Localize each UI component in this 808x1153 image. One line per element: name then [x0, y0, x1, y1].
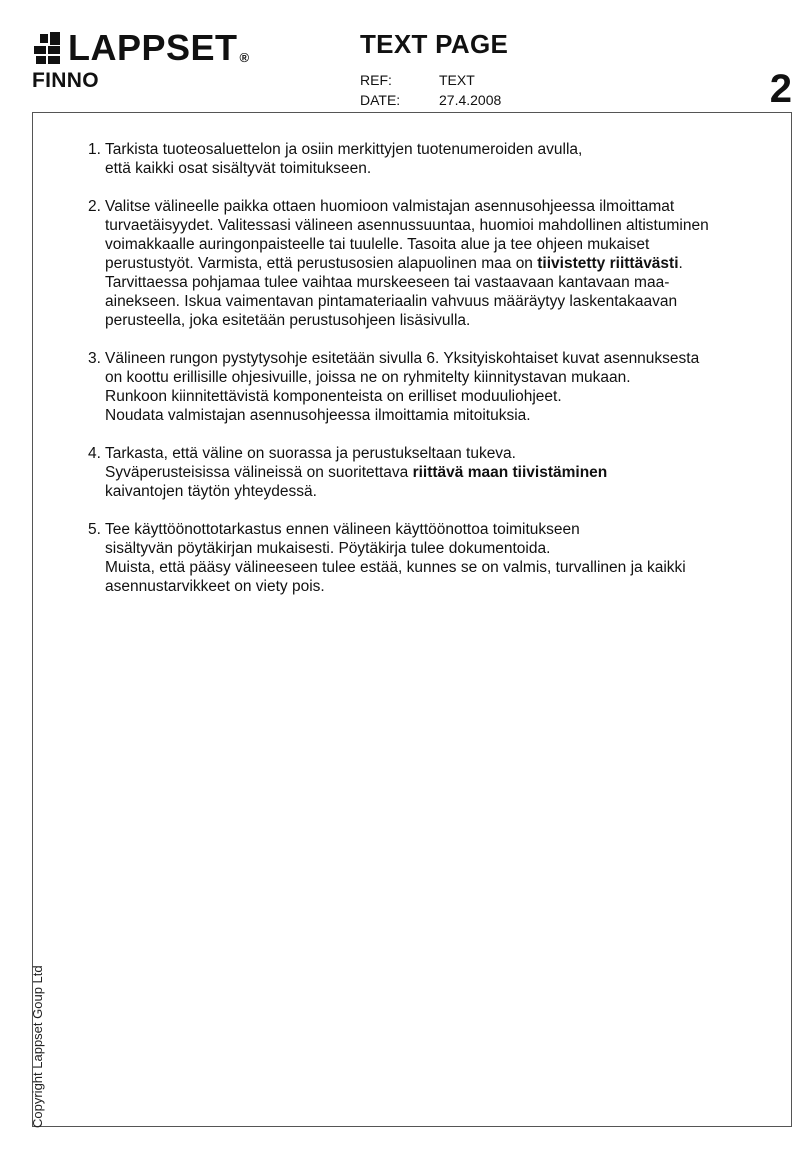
lappset-logo-icon — [32, 32, 62, 64]
text-segment: Tee käyttöönottotarkastus ennen välineen käyttöönottoa toimitukseen — [105, 521, 580, 538]
instruction-line — [105, 349, 768, 368]
text-segment: Tarkasta, että väline on suorassa ja perustukseltaan tukeva. — [105, 445, 516, 462]
brand-name: LAPPSET — [68, 27, 238, 68]
page-title: TEXT PAGE — [360, 29, 509, 59]
instruction-line — [105, 482, 768, 501]
text-segment: asennustarvikkeet on viety pois. — [105, 578, 325, 595]
instruction-text — [105, 520, 768, 596]
instruction-line — [105, 197, 768, 216]
text-segment: on koottu erillisille ohjesivuille, joissa ne on ryhmitelty kiinnitystavan mukaan. — [105, 369, 631, 386]
instruction-line — [105, 235, 768, 254]
instruction-line — [105, 140, 768, 159]
instruction-item — [88, 197, 768, 330]
instruction-text — [105, 197, 768, 330]
instruction-text — [105, 140, 768, 178]
instruction-line — [105, 539, 768, 558]
text-segment: Runkoon kiinnitettävistä komponenteista on erilliset moduuliohjeet. — [105, 388, 562, 405]
instruction-number: 2. — [88, 198, 101, 215]
ref-value: TEXT — [439, 72, 475, 88]
emphasis-text: riittävä maan tiivistäminen — [412, 464, 608, 481]
instruction-item — [88, 520, 768, 596]
text-segment: Tarkista tuoteosaluettelon ja osiin merkittyjen tuotenumeroiden avulla, — [105, 141, 583, 158]
brand-logo — [32, 27, 250, 68]
instruction-line — [105, 387, 768, 406]
instruction-number: 5. — [88, 521, 101, 538]
text-segment: Syväperusteisissa välineissä on suoritettava — [105, 464, 413, 481]
instruction-number: 3. — [88, 350, 101, 367]
instruction-line — [105, 216, 768, 235]
product-name: FINNO — [32, 69, 99, 92]
document-meta — [360, 70, 501, 110]
emphasis-text: tiivistetty riittävästi — [537, 255, 679, 272]
date-label: DATE: — [360, 92, 401, 108]
ref-label: REF: — [360, 72, 392, 88]
text-segment: kaivantojen täytön yhteydessä. — [105, 483, 317, 500]
text-segment: Noudata valmistajan asennusohjeessa ilmoittamia mitoituksia. — [105, 407, 531, 424]
text-segment: sisältyvän pöytäkirjan mukaisesti. Pöytäkirja tulee dokumentoida. — [105, 540, 551, 557]
instruction-line — [105, 292, 768, 311]
instruction-number: 1. — [88, 141, 101, 158]
instruction-line — [105, 558, 768, 577]
text-segment: . — [678, 255, 683, 272]
text-segment: ainekseen. Iskua vaimentavan pintamateriaalin vahvuus määräytyy laskentakaavan — [105, 293, 678, 310]
text-segment: perustustyöt. Varmista, että perustusosien alapuolinen maa on — [105, 255, 538, 272]
instruction-list — [88, 140, 768, 615]
date-value: 27.4.2008 — [439, 92, 502, 108]
instruction-item — [88, 349, 768, 425]
instruction-line — [105, 406, 768, 425]
instruction-line — [105, 368, 768, 387]
date-row — [360, 90, 501, 110]
registered-mark: ® — [239, 50, 250, 65]
instruction-text — [105, 444, 768, 501]
copyright-notice: Copyright Lappset Goup Ltd — [30, 965, 45, 1128]
text-segment: että kaikki osat sisältyvät toimitukseen. — [105, 160, 372, 177]
text-segment: turvaetäisyydet. Valitessasi välineen asennussuuntaa, huomioi mahdollinen altistuminen — [105, 217, 709, 234]
text-segment: voimakkaalle auringonpaisteelle tai tuulelle. Tasoita alue ja tee ohjeen mukaiset — [105, 236, 650, 253]
ref-row — [360, 70, 501, 90]
instruction-text — [105, 349, 768, 425]
instruction-line — [105, 273, 768, 292]
instruction-line — [105, 444, 768, 463]
instruction-item — [88, 140, 768, 178]
text-segment: Välineen rungon pystytysohje esitetään sivulla 6. Yksityiskohtaiset kuvat asennuksesta — [105, 350, 700, 367]
instruction-line — [105, 577, 768, 596]
text-segment: perusteella, joka esitetään perustusohjeen lisäsivulla. — [105, 312, 471, 329]
page-number: 2 — [769, 67, 792, 111]
instruction-line — [105, 159, 768, 178]
instruction-line — [105, 311, 768, 330]
text-segment: Valitse välineelle paikka ottaen huomioon valmistajan asennusohjeessa ilmoittamat — [105, 198, 675, 215]
text-segment: Tarvittaessa pohjamaa tulee vaihtaa murskeeseen tai vastaavaan kantavaan maa- — [105, 274, 670, 291]
instruction-number: 4. — [88, 445, 101, 462]
instruction-line — [105, 254, 768, 273]
instruction-item — [88, 444, 768, 501]
instruction-line — [105, 520, 768, 539]
instruction-line — [105, 463, 768, 482]
text-segment: Muista, että pääsy välineeseen tulee estää, kunnes se on valmis, turvallinen ja kaikki — [105, 559, 686, 576]
